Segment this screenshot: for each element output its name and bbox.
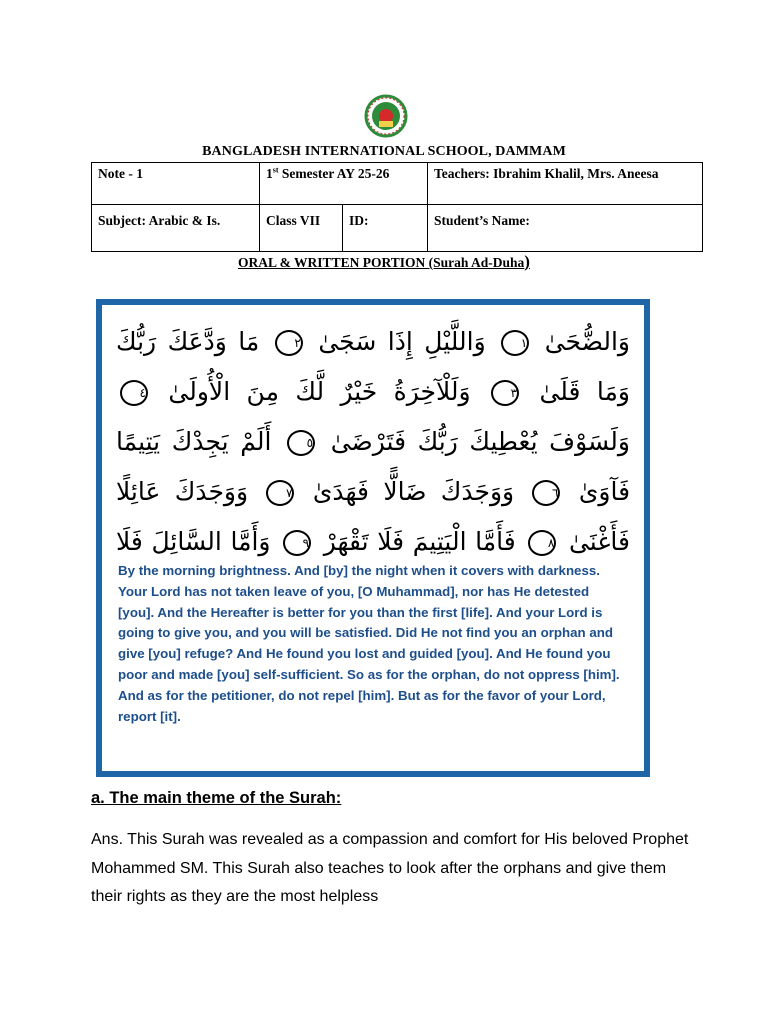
surah-translation: By the morning brightness. And [by] the night when it covers with darkness. Your Lord has not taken leave of you, [O Muhammad], nor has He detested [you]. And the Hereafter is better for you than the first [life]. And your Lord is going to give you, and you will be satisfied. Did He not find you an orphan and give [you] refuge? And He found you lost and guided [you]. And He found you poor and made [you] self-sufficient. So as for the orphan, do not oppress [him]. And as for the petitioner, do not repel [him]. But as for the favor of your Lord, report [it]. [118,563,620,724]
arabic-verse: وَوَجَدَكَ ضَالًّا فَهَدَىٰ [312,477,515,506]
semester-text: Semester AY 25-26 [278,166,390,181]
semester-number: 1 [266,166,273,181]
verse-number: ٦ [532,480,560,506]
teachers-cell: Teachers: Ibrahim Khalil, Mrs. Aneesa [428,163,703,205]
section-a-heading: a. The main theme of the Surah: [91,789,342,807]
section-a-answer: Ans. This Surah was revealed as a compassion and comfort for His beloved Prophet Mohammed SM. This Surah also teaches to look after the orphans and give them their rights as they are the most helpless [91,831,689,905]
verse-number: ٧ [266,480,294,506]
arabic-verse: وَأَمَّا السَّائِلَ فَلَا [116,527,271,556]
verse-number: ٥ [287,430,315,456]
portion-title-paren: ) [524,252,530,271]
note-cell: Note - 1 [92,163,260,205]
portion-title-text: ORAL & WRITTEN PORTION (Surah Ad-Duha [238,255,525,270]
arabic-verse: وَلَلْآخِرَةُ خَيْرٌ لَّكَ مِنَ الْأُولَىٰ [168,377,471,406]
verse-number: ٩ [283,530,311,556]
subject-cell: Subject: Arabic & Is. [92,205,260,252]
arabic-verse: مَا وَدَّعَكَ رَبُّكَ وَمَا قَلَىٰ [116,327,630,406]
arabic-verse: وَوَجَدَكَ عَائِلًا فَأَغْنَىٰ [116,477,630,556]
arabic-verse: فَأَمَّا الْيَتِيمَ فَلَا تَقْهَرْ [323,527,516,556]
school-name: BANGLADESH INTERNATIONAL SCHOOL, DAMMAM [202,144,566,159]
verse-number: ٨ [528,530,556,556]
verse-number: ٤ [120,380,148,406]
verse-number: ١ [501,330,529,356]
class-cell: Class VII [260,205,343,252]
arabic-verse: وَاللَّيْلِ إِذَا سَجَىٰ [318,327,486,356]
student-name-field: Student’s Name: [428,205,703,252]
semester-ordinal: st [272,165,279,175]
arabic-verse: وَلَسَوْفَ يُعْطِيكَ رَبُّكَ فَتَرْضَىٰ [330,427,630,456]
arabic-text [116,317,630,559]
school-crest-icon [364,94,408,138]
portion-title [0,252,768,272]
semester-cell [260,163,428,205]
verse-number: ٣ [491,380,519,406]
arabic-verse: وَالضُّحَىٰ [544,327,630,356]
verse-number: ٢ [275,330,303,356]
arabic-verse: أَلَمْ يَجِدْكَ يَتِيمًا فَآوَىٰ [116,427,630,506]
id-field: ID: [343,205,428,252]
info-table [91,162,703,252]
surah-image [96,299,650,777]
